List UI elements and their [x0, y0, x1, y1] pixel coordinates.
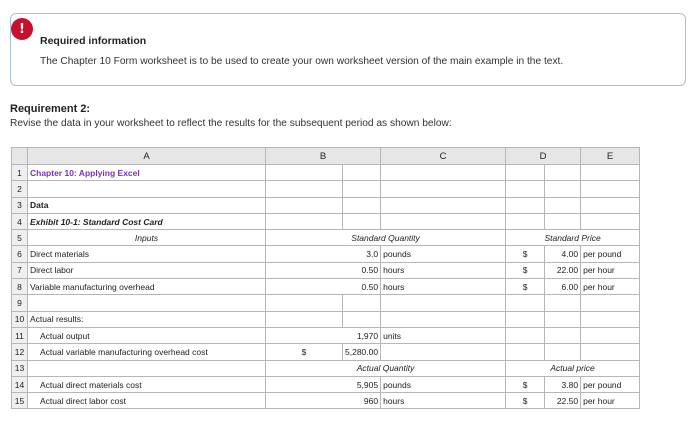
column-header-a[interactable]: A: [28, 148, 266, 165]
cell-d15-currency[interactable]: $: [506, 393, 545, 409]
cell-c7[interactable]: hours: [381, 262, 506, 278]
cell-e15[interactable]: per hour: [581, 393, 640, 409]
cell-d7-currency[interactable]: $: [506, 262, 545, 278]
required-info-text: The Chapter 10 Form worksheet is to be used to create your own worksheet version of the main example in the text.: [40, 56, 564, 67]
cell-b1-currency[interactable]: [266, 165, 343, 181]
row-number[interactable]: 2: [12, 181, 28, 197]
row-number[interactable]: 14: [12, 376, 28, 392]
row-number[interactable]: 10: [12, 311, 28, 327]
cell-d14-currency[interactable]: $: [506, 376, 545, 392]
cell-c14[interactable]: pounds: [381, 376, 506, 392]
cell-d8-currency[interactable]: $: [506, 279, 545, 295]
cell-b11[interactable]: 1,970: [266, 327, 381, 343]
cell-d14[interactable]: 3.80: [545, 376, 581, 392]
row-number[interactable]: 8: [12, 279, 28, 295]
cell-b9[interactable]: [343, 295, 381, 311]
cell-a13[interactable]: [28, 360, 266, 376]
cell-c2[interactable]: [381, 181, 506, 197]
column-header-c[interactable]: C: [381, 148, 506, 165]
cell-a1[interactable]: Chapter 10: Applying Excel: [28, 165, 266, 181]
cell-a7[interactable]: Direct labor: [28, 262, 266, 278]
cell-d3-currency[interactable]: [506, 197, 545, 213]
table-row: [12, 376, 640, 392]
row-number[interactable]: 15: [12, 393, 28, 409]
cell-d13[interactable]: Actual price: [506, 360, 640, 376]
cell-e4[interactable]: [581, 213, 640, 229]
cell-d9[interactable]: [545, 295, 581, 311]
table-row: [12, 230, 640, 246]
row-number[interactable]: 6: [12, 246, 28, 262]
table-row: [12, 213, 640, 229]
cell-e8[interactable]: per hour: [581, 279, 640, 295]
requirement-text: Revise the data in your worksheet to reflect the results for the subsequent period as shown below:: [10, 118, 452, 129]
cell-d2-currency[interactable]: [506, 181, 545, 197]
cell-d11[interactable]: [545, 327, 581, 343]
cell-b2-currency[interactable]: [266, 181, 343, 197]
cell-d4-currency[interactable]: [506, 213, 545, 229]
cell-b13[interactable]: Actual Quantity: [266, 360, 506, 376]
cell-e2[interactable]: [581, 181, 640, 197]
cell-d5[interactable]: Standard Price: [506, 230, 640, 246]
cell-c3[interactable]: [381, 197, 506, 213]
table-row: [12, 197, 640, 213]
cell-b15[interactable]: 960: [266, 393, 381, 409]
row-number[interactable]: 4: [12, 213, 28, 229]
row-number[interactable]: 3: [12, 197, 28, 213]
cell-c1[interactable]: [381, 165, 506, 181]
cell-d7[interactable]: 22.00: [545, 262, 581, 278]
table-row: [12, 279, 640, 295]
requirement-title: Requirement 2:: [10, 103, 91, 115]
cell-a12[interactable]: Actual variable manufacturing overhead cost: [28, 344, 266, 360]
cell-d1-currency[interactable]: [506, 165, 545, 181]
column-header-e[interactable]: E: [581, 148, 640, 165]
cell-b14[interactable]: 5,905: [266, 376, 381, 392]
row-number[interactable]: 1: [12, 165, 28, 181]
cell-b3[interactable]: [343, 197, 381, 213]
cell-d6[interactable]: 4.00: [545, 246, 581, 262]
cell-e3[interactable]: [581, 197, 640, 213]
cell-a10[interactable]: Actual results:: [28, 311, 266, 327]
cell-b3-currency[interactable]: [266, 197, 343, 213]
cell-b10-currency[interactable]: [266, 311, 343, 327]
row-number[interactable]: 9: [12, 295, 28, 311]
cell-d9-currency[interactable]: [506, 295, 545, 311]
row-number[interactable]: 5: [12, 230, 28, 246]
table-row: [12, 393, 640, 409]
cell-d12-currency[interactable]: [506, 344, 545, 360]
cell-c9[interactable]: [381, 295, 506, 311]
cell-e14[interactable]: per pound: [581, 376, 640, 392]
cell-c10[interactable]: [381, 311, 506, 327]
cell-b4[interactable]: [343, 213, 381, 229]
cell-b2[interactable]: [343, 181, 381, 197]
cell-d10[interactable]: [545, 311, 581, 327]
alert-icon: !: [11, 18, 33, 40]
cell-b4-currency[interactable]: [266, 213, 343, 229]
row-number[interactable]: 11: [12, 327, 28, 343]
cell-a14[interactable]: Actual direct materials cost: [28, 376, 266, 392]
cell-c12[interactable]: [381, 344, 506, 360]
row-number[interactable]: 7: [12, 262, 28, 278]
cell-c11[interactable]: units: [381, 327, 506, 343]
required-info-box: [10, 13, 686, 86]
cell-e6[interactable]: per pound: [581, 246, 640, 262]
cell-d10-currency[interactable]: [506, 311, 545, 327]
cell-b6[interactable]: 3.0: [266, 246, 381, 262]
cell-d12[interactable]: [545, 344, 581, 360]
cell-a9[interactable]: [28, 295, 266, 311]
table-row: [12, 246, 640, 262]
column-header-row: [12, 148, 640, 165]
cell-b12-currency[interactable]: $: [266, 344, 343, 360]
cell-c8[interactable]: hours: [381, 279, 506, 295]
cell-a11[interactable]: Actual output: [28, 327, 266, 343]
cell-b7[interactable]: 0.50: [266, 262, 381, 278]
row-number[interactable]: 13: [12, 360, 28, 376]
table-row: [12, 311, 640, 327]
cell-c4[interactable]: [381, 213, 506, 229]
cell-a4[interactable]: Exhibit 10-1: Standard Cost Card: [28, 213, 266, 229]
cell-e12[interactable]: [581, 344, 640, 360]
corner-cell[interactable]: [12, 148, 28, 165]
worksheet-table: [11, 147, 640, 409]
cell-e11[interactable]: [581, 327, 640, 343]
cell-c6[interactable]: pounds: [381, 246, 506, 262]
cell-b1[interactable]: [343, 165, 381, 181]
cell-c15[interactable]: hours: [381, 393, 506, 409]
cell-d11-currency[interactable]: [506, 327, 545, 343]
cell-b10[interactable]: [343, 311, 381, 327]
cell-d8[interactable]: 6.00: [545, 279, 581, 295]
cell-e1[interactable]: [581, 165, 640, 181]
cell-a15[interactable]: Actual direct labor cost: [28, 393, 266, 409]
cell-d1[interactable]: [545, 165, 581, 181]
row-number[interactable]: 12: [12, 344, 28, 360]
cell-b12[interactable]: 5,280.00: [343, 344, 381, 360]
cell-d4[interactable]: [545, 213, 581, 229]
cell-a8[interactable]: Variable manufacturing overhead: [28, 279, 266, 295]
cell-a2[interactable]: [28, 181, 266, 197]
required-info-title: Required information: [40, 35, 147, 47]
cell-a6[interactable]: Direct materials: [28, 246, 266, 262]
cell-e9[interactable]: [581, 295, 640, 311]
cell-d2[interactable]: [545, 181, 581, 197]
cell-a5[interactable]: Inputs: [28, 230, 266, 246]
table-row: [12, 344, 640, 360]
cell-e10[interactable]: [581, 311, 640, 327]
cell-e7[interactable]: per hour: [581, 262, 640, 278]
column-header-d[interactable]: D: [506, 148, 581, 165]
table-row: [12, 360, 640, 376]
table-row: [12, 181, 640, 197]
table-row: [12, 327, 640, 343]
cell-d6-currency[interactable]: $: [506, 246, 545, 262]
cell-d3[interactable]: [545, 197, 581, 213]
cell-b9-currency[interactable]: [266, 295, 343, 311]
table-row: [12, 165, 640, 181]
cell-b5[interactable]: Standard Quantity: [266, 230, 506, 246]
cell-b8[interactable]: 0.50: [266, 279, 381, 295]
table-row: [12, 295, 640, 311]
table-row: [12, 262, 640, 278]
column-header-b[interactable]: B: [266, 148, 381, 165]
cell-a3[interactable]: Data: [28, 197, 266, 213]
cell-d15[interactable]: 22.50: [545, 393, 581, 409]
